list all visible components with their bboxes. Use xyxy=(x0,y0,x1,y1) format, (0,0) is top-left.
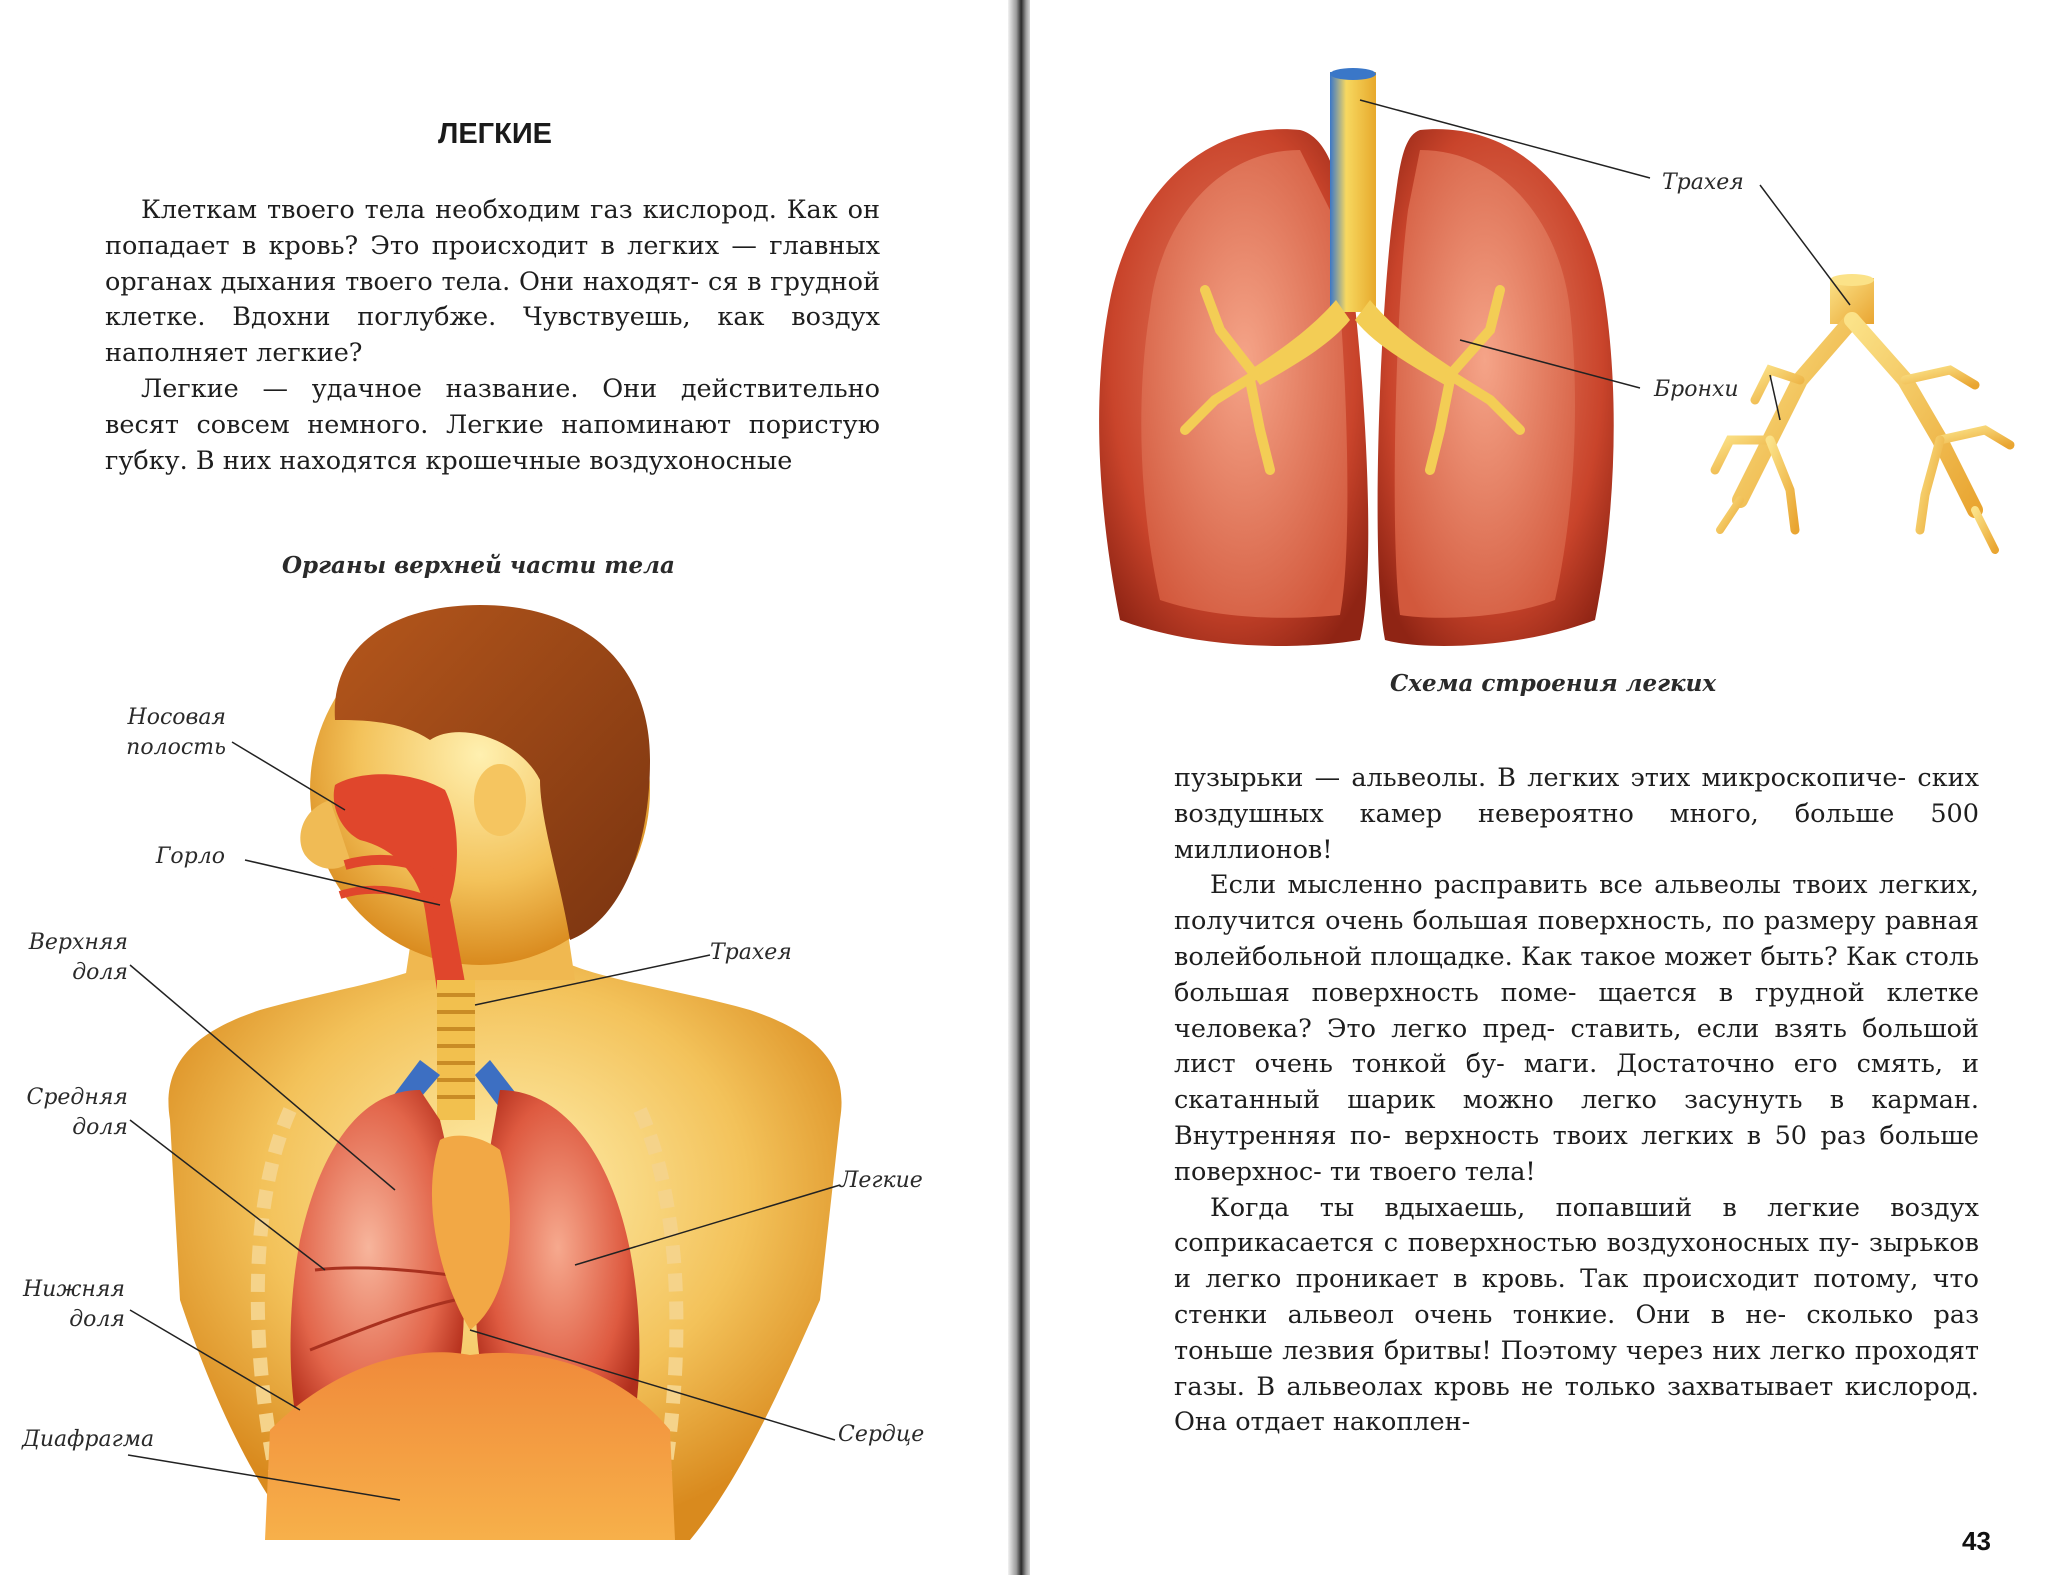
label-line: Нижняя xyxy=(23,1277,125,1302)
text-line: ся в грудной клетке. Вдохни поглубже. Чувствуешь, xyxy=(105,266,881,333)
label-line: Верхняя xyxy=(28,930,128,955)
left-page xyxy=(0,0,1010,1575)
text-line: верхность твоих легких в 50 раз больше поверхнос- xyxy=(1174,1120,1979,1187)
text-line: ставить, если взять большой лист очень тонкой бу- xyxy=(1174,1013,1979,1080)
label-line: Средняя xyxy=(26,1085,128,1110)
text-line: Легкие — удачное название. Они действительно xyxy=(141,373,880,404)
right-body-text xyxy=(1174,761,1979,1441)
text-line: легких, получится очень большая поверхность, по xyxy=(1174,870,1979,937)
label-line: доля xyxy=(69,1307,125,1332)
text-line: губку. В них находятся крошечные воздухоносные xyxy=(105,445,793,476)
right-paragraph-3 xyxy=(1174,1191,1979,1442)
figure-caption-body: Органы верхней части тела xyxy=(282,552,675,579)
label-line: Носовая xyxy=(127,705,226,730)
label-heart: Сердце xyxy=(838,1422,925,1447)
text-line: Если мысленно расправить все альвеолы твоих xyxy=(1210,870,1868,901)
right-paragraph-1 xyxy=(1174,761,1979,868)
label-diaphragm: Диафрагма xyxy=(22,1427,155,1452)
label-bronchi: Бронхи xyxy=(1654,377,1739,402)
text-line: только захватывает кислород. Она отдает накоплен- xyxy=(1174,1371,1979,1438)
text-line: весят совсем немного. Легкие напоминают пористую xyxy=(105,409,880,440)
text-line: он попадает в кровь? Это происходит в легких — xyxy=(105,195,880,261)
label-trachea-diagram: Трахея xyxy=(1662,170,1744,195)
text-line: может быть? Как столь большая поверхность поме- xyxy=(1174,941,1979,1008)
text-line: сколько раз тоньше лезвия бритвы! Поэтому через xyxy=(1174,1299,1979,1366)
upper-body-illustration xyxy=(0,0,1010,1575)
page-number: 43 xyxy=(1962,1526,1991,1556)
figure-caption-lungs: Схема строения легких xyxy=(1390,670,1717,697)
right-paragraph-2 xyxy=(1174,868,1979,1190)
label-middle-lobe xyxy=(20,1083,128,1143)
text-line: можно легко засунуть в карман. Внутренняя по- xyxy=(1174,1085,1979,1151)
text-line: щается в грудной клетке человека? Это легко пред- xyxy=(1174,977,1979,1044)
label-upper-lobe xyxy=(20,928,128,988)
text-line: как воздух наполняет легкие? xyxy=(105,302,880,369)
label-line: полость xyxy=(126,735,226,760)
page-title: ЛЕГКИЕ xyxy=(437,118,553,150)
text-line: маги. Достаточно его смять, и скатанный шарик xyxy=(1174,1049,1980,1116)
text-line: потому, что стенки альвеол очень тонкие. Они в не- xyxy=(1174,1264,1979,1330)
book-gutter xyxy=(1008,0,1032,1575)
text-line: Клеткам твоего тела необходим газ кислород. Как xyxy=(141,195,838,225)
text-line: ских воздушных камер невероятно много, больше xyxy=(1174,763,1980,829)
text-line: размеру равная волейбольной площадке. Как такое xyxy=(1174,906,1979,972)
text-line: пузырьки — альвеолы. В легких этих микроскопиче- xyxy=(1174,763,1907,793)
text-line: ти твоего тела! xyxy=(1329,1156,1536,1187)
text-line: зырьков и легко проникает в кровь. Так происходит xyxy=(1174,1228,1980,1295)
label-throat: Горло xyxy=(155,844,225,869)
right-page xyxy=(1030,0,2048,1575)
label-line: доля xyxy=(72,960,128,985)
label-line: доля xyxy=(72,1115,128,1140)
label-trachea: Трахея xyxy=(710,940,792,965)
text-line: 500 миллионов! xyxy=(1174,798,1979,865)
text-line: них легко проходят газы. В альвеолах кровь не xyxy=(1174,1335,1979,1402)
label-lungs: Легкие xyxy=(840,1168,923,1193)
text-line: соприкасается с поверхностью воздухоносных пу- xyxy=(1174,1228,1860,1259)
text-line: Когда ты вдыхаешь, попавший в легкие воздух xyxy=(1210,1192,1979,1223)
label-lower-lobe xyxy=(15,1275,125,1335)
text-line: главных органах дыхания твоего тела. Они находят- xyxy=(105,230,881,297)
label-nasal-cavity xyxy=(100,703,226,763)
